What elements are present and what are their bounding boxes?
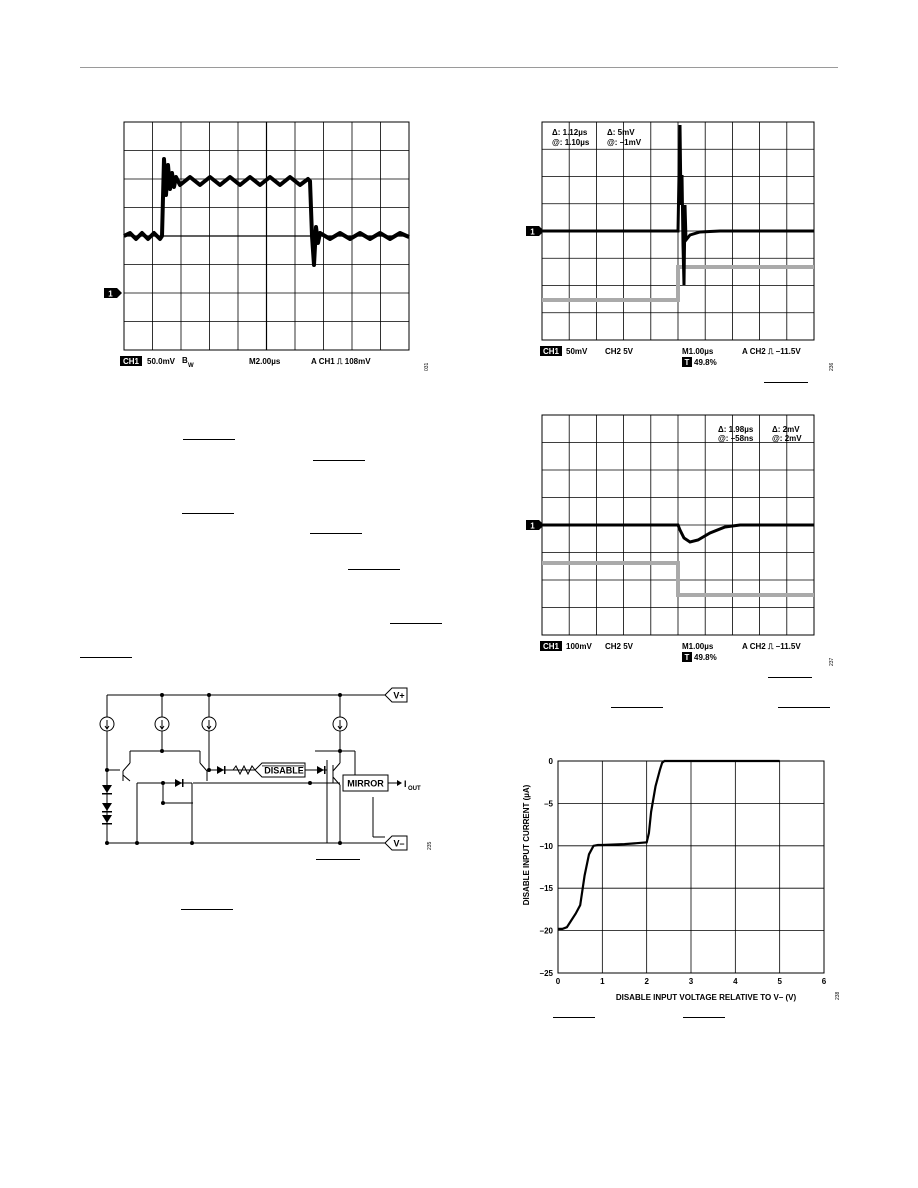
figure-id: 031 xyxy=(424,362,430,371)
overline-mark xyxy=(80,657,132,658)
svg-text:237: 237 xyxy=(829,657,835,666)
svg-text:236: 236 xyxy=(829,362,835,371)
svg-text:100mV: 100mV xyxy=(566,642,592,651)
overline-mark xyxy=(348,569,400,570)
svg-text:Δ: 1.98µs: Δ: 1.98µs xyxy=(718,425,754,434)
overline-mark xyxy=(310,533,362,534)
overline-mark xyxy=(313,460,365,461)
scope-2-marker xyxy=(526,226,544,237)
iout-label: I xyxy=(404,779,407,789)
scope-1 xyxy=(100,115,440,375)
y-tick-label: –20 xyxy=(539,926,553,936)
svg-text:@: 2mV: @: 2mV xyxy=(772,434,802,443)
x-tick-label: 2 xyxy=(644,977,649,986)
vplus-terminal xyxy=(385,688,407,702)
scope-2 xyxy=(520,115,840,390)
scope-3-cursor-readout xyxy=(718,425,802,443)
disable-current-chart xyxy=(515,748,845,1018)
mirror-block xyxy=(343,775,421,792)
y-tick-label: –25 xyxy=(539,969,553,978)
disable-pin xyxy=(255,763,305,777)
scope-3-footer xyxy=(540,641,835,666)
x-tick-label: 4 xyxy=(733,977,738,986)
svg-text:M1.00µs: M1.00µs xyxy=(682,642,714,651)
x-tick-label: 1 xyxy=(600,977,605,986)
svg-text:49.8%: 49.8% xyxy=(694,653,717,662)
overline-mark xyxy=(181,909,233,910)
y-tick-label: –10 xyxy=(539,841,553,851)
svg-text:@: 1.10µs: @: 1.10µs xyxy=(552,138,590,147)
scope-1-marker xyxy=(104,288,122,299)
scope-3-marker xyxy=(526,520,544,531)
figure-id: 235 xyxy=(427,841,433,850)
scope-2-ch2-trace xyxy=(542,267,814,300)
scope-2-cursor-readout xyxy=(552,128,642,147)
svg-text:V+: V+ xyxy=(393,690,405,701)
overline-mark xyxy=(182,513,234,514)
svg-text:Δ: 2mV: Δ: 2mV xyxy=(772,425,800,434)
svg-text:@: –58ns: @: –58ns xyxy=(718,434,754,443)
mirror-label: MIRROR xyxy=(347,778,384,789)
overline-mark xyxy=(764,382,808,383)
svg-text:T: T xyxy=(684,358,690,367)
scope-3-ch2-trace xyxy=(542,563,814,595)
y-tick-label: –5 xyxy=(544,799,553,809)
chart-tick-labels xyxy=(540,757,827,986)
overline-mark xyxy=(778,707,830,708)
chart-y-label: DISABLE INPUT CURRENT (µA) xyxy=(522,784,531,906)
svg-text:1: 1 xyxy=(530,521,535,531)
overline-mark xyxy=(390,623,442,624)
figure-id: 238 xyxy=(835,991,841,1000)
svg-text:@: –1mV: @: –1mV xyxy=(607,138,642,147)
svg-text:Δ: 5mV: Δ: 5mV xyxy=(607,128,635,137)
svg-text:CH2 5V: CH2 5V xyxy=(605,347,634,356)
chart-x-label: DISABLE INPUT VOLTAGE RELATIVE TO V– (V) xyxy=(615,993,797,1002)
chart-grid xyxy=(558,761,824,973)
svg-text:Δ: 1.12µs: Δ: 1.12µs xyxy=(552,128,588,137)
x-tick-label: 3 xyxy=(688,977,694,986)
scope-2-footer xyxy=(540,346,835,371)
junction-dots xyxy=(105,693,342,845)
overline-mark xyxy=(553,1017,595,1018)
overline-mark xyxy=(683,1017,725,1018)
scope-1-footer xyxy=(120,356,430,371)
vminus-terminal xyxy=(385,836,407,850)
svg-text:49.8%: 49.8% xyxy=(694,358,717,367)
overline-mark xyxy=(611,707,663,708)
svg-text:A CH2 ⎍ –11.5V: A CH2 ⎍ –11.5V xyxy=(742,642,801,651)
svg-text:CH1: CH1 xyxy=(542,347,560,356)
x-tick-label: 5 xyxy=(777,977,782,986)
svg-text:1: 1 xyxy=(530,227,535,237)
disable-label: DISABLE xyxy=(264,765,304,776)
svg-text:M1.00µs: M1.00µs xyxy=(682,347,714,356)
chart-series-line xyxy=(558,761,780,929)
x-tick-label: 0 xyxy=(555,977,561,986)
x-tick-label: 6 xyxy=(821,977,827,986)
svg-text:A CH2 ⎍ –11.5V: A CH2 ⎍ –11.5V xyxy=(742,347,801,356)
svg-text:1: 1 xyxy=(108,289,113,299)
bw-sub: W xyxy=(188,363,194,369)
overline-mark xyxy=(768,677,812,678)
svg-text:CH2 5V: CH2 5V xyxy=(605,642,634,651)
svg-text:V–: V– xyxy=(393,838,405,849)
trigger: A CH1 ⎍ 108mV xyxy=(311,357,371,366)
y-tick-label: –15 xyxy=(539,884,553,894)
overline-mark xyxy=(183,439,235,440)
svg-text:50mV: 50mV xyxy=(566,347,588,356)
disable-schematic xyxy=(95,685,440,860)
ch-badge: CH1 xyxy=(122,357,140,366)
timebase: M2.00µs xyxy=(249,357,281,366)
vertical-scale: 50.0mV xyxy=(147,357,176,366)
svg-text:CH1: CH1 xyxy=(542,642,560,651)
iout-sub: OUT xyxy=(408,786,421,792)
y-tick-label: 0 xyxy=(548,757,553,766)
scope-3 xyxy=(520,408,840,668)
bw-label: B xyxy=(182,356,188,365)
header-rule xyxy=(80,67,838,68)
svg-text:T: T xyxy=(684,653,690,662)
